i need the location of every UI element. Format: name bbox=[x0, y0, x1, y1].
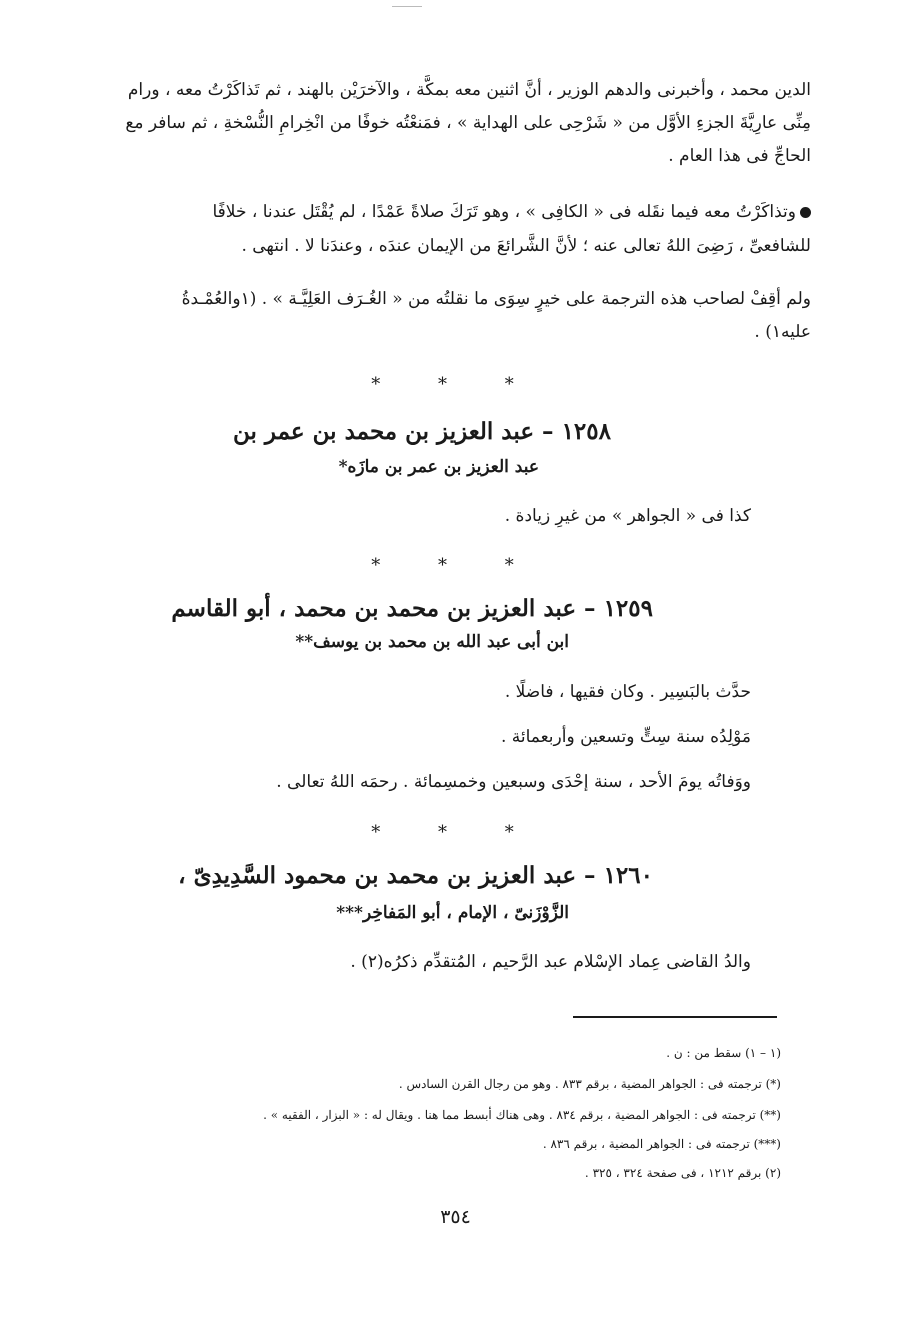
page-number: ٣٥٤ bbox=[440, 1206, 471, 1228]
footnote-4: (***) ترجمته فى : الجواهر المضية ، برقم ٨٣٦ . bbox=[542, 1137, 781, 1151]
entry-1259-line-1: حدَّث بالبَسِير . وكان فقيها ، فاضلًا . bbox=[504, 682, 751, 702]
entry-1259-subtitle: ابن أبى عبد الله بن محمد بن يوسف** bbox=[295, 632, 569, 652]
bullet-icon bbox=[800, 207, 811, 218]
entry-1260-line-1: والدُ القاضى عِماد الإسْلام عبد الرَّحيم ، المُتقدِّم ذكرُه(٢) . bbox=[350, 952, 751, 972]
paragraph-1-line-1: الدين محمد ، وأخبرنى والدهم الوزير ، أنَّ اثنين معه بمكَّة ، والآخرَيْن بالهند ، ثم تَذاكَرْتُ معه ، ورام bbox=[127, 80, 811, 100]
entry-1258-line-1: كذا فى « الجواهر » من غيرِ زيادة . bbox=[504, 506, 751, 526]
entry-1259-line-2: مَوْلِدُه سنة سِتٍّ وتسعين وأربعمائة . bbox=[500, 727, 751, 747]
section-separator: * * * bbox=[371, 822, 540, 843]
paragraph-1-line-3: الحاجِّ فى هذا العام . bbox=[668, 146, 811, 166]
footnote-2: (*) ترجمته فى : الجواهر المضية ، برقم ٨٣٣ . وهو من رجال القرن السادس . bbox=[398, 1077, 781, 1091]
section-separator: * * * bbox=[371, 555, 540, 576]
entry-1258-title: ١٢٥٨ – عبد العزيز بن محمد بن عمر بن bbox=[233, 418, 611, 445]
section-separator: * * * bbox=[371, 374, 540, 395]
entry-1260-title: ١٢٦٠ – عبد العزيز بن محمد بن محمود السَّدِيدِىّ ، bbox=[178, 862, 653, 889]
footnote-3: (**) ترجمته فى : الجواهر المضية ، برقم ٨٣٤ . وهى هناك أبسط مما هنا . ويقال له : « البزار ، الفقيه » . bbox=[263, 1108, 781, 1122]
top-edge-mark bbox=[392, 6, 422, 7]
entry-1260-subtitle: الزَّوْزَنىّ ، الإمام ، أبو المَفاخِر*** bbox=[336, 903, 569, 923]
paragraph-2-line-2: للشافعىِّ ، رَضِىَ اللهُ تعالى عنه ؛ لأنَّ الشَّرائعَ من الإيمان عندَه ، وعندَنا لا . انتهى . bbox=[241, 236, 811, 256]
footnote-1: (١ – ١) سقط من : ن . bbox=[666, 1046, 781, 1060]
paragraph-3-line-1: ولم أقِفْ لصاحب هذه الترجمة على خيرٍ سِوَى ما نقلتُه من « الغُـرَف العَلِيَّـة » . (١والعُمْـدةُ bbox=[181, 289, 811, 309]
entry-1259-line-3: ووَفاتُه يومَ الأحد ، سنة إحْدَى وسبعين وخمسِمائة . رحمَه اللهُ تعالى . bbox=[276, 772, 751, 792]
paragraph-2-line-1-text: وتذاكَرْتُ معه فيما نقَله فى « الكافِى » ، وهو تَرَكَ صلاةً عَمْدًا ، لم يُقْتَل عندنا ، خلافًا bbox=[212, 202, 796, 222]
paragraph-2-line-1 bbox=[91, 196, 811, 229]
paragraph-3-line-2: عليه١) . bbox=[754, 322, 811, 342]
entry-1258-subtitle: عبد العزيز بن عمر بن مازَه* bbox=[338, 457, 539, 477]
entry-1259-title: ١٢٥٩ – عبد العزيز بن محمد بن محمد ، أبو القاسم bbox=[171, 595, 653, 622]
footnote-divider bbox=[573, 1016, 777, 1018]
footnote-5: (٢) برقم ١٢١٢ ، فى صفحة ٣٢٤ ، ٣٢٥ . bbox=[584, 1166, 781, 1180]
paragraph-1-line-2: مِنِّى عارِيَّةَ الجزءِ الأوَّل من « شَرْحِى على الهداية » ، فمَنعْتُه خوفًا من انْخِرامِ النُّسْخةِ ، ثم سافر مع bbox=[125, 113, 811, 133]
